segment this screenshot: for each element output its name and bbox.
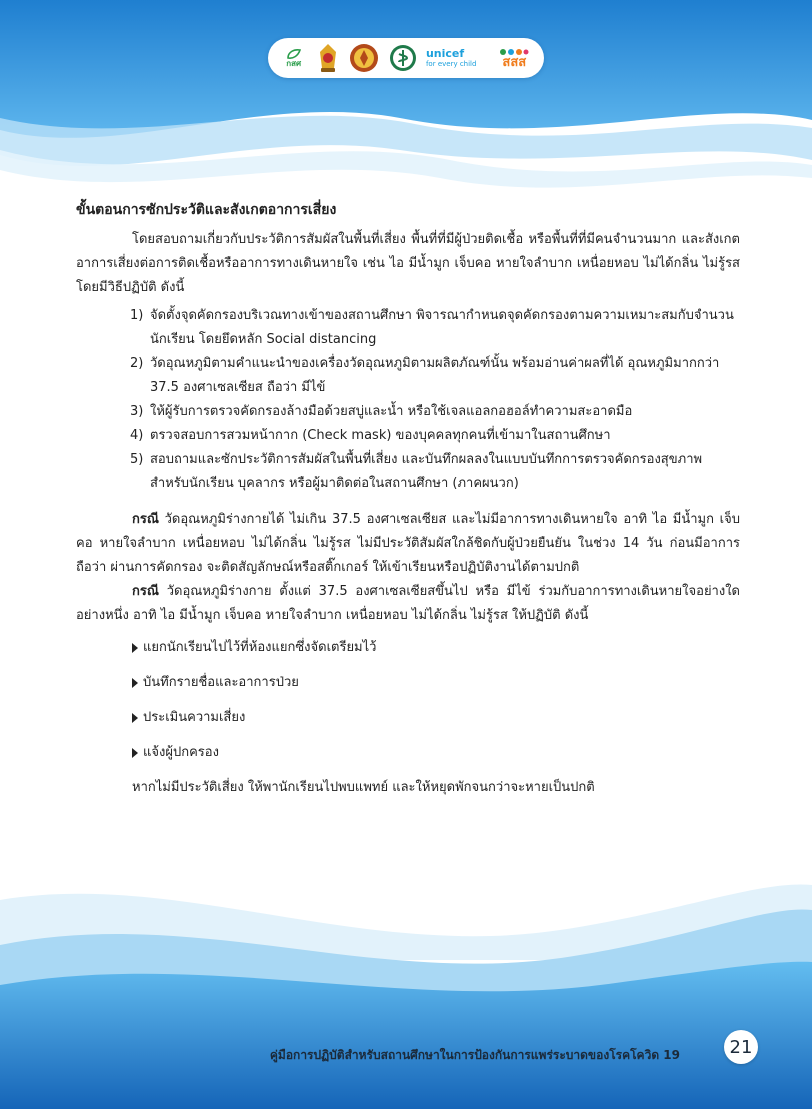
case-fever-paragraph [76, 580, 740, 628]
step-number: 2) [130, 356, 144, 371]
list-item [132, 671, 740, 695]
unicef-logo [426, 48, 488, 68]
list-item [130, 400, 740, 424]
closing-paragraph: หากไม่มีประวัติเสี่ยง ให้พานักเรียนไปพบแพทย์ และให้หยุดพักจนกว่าจะหายเป็นปกติ [132, 780, 595, 795]
step-text: วัดอุณหภูมิตามคำแนะนำของเครื่องวัดอุณหภูมิตามผลิตภัณฑ์นั้น พร้อมอ่านค่าผลที่ได้ อุณหภูมิมากกว่า 37.5 องศาเซลเซียส ถือว่า มีไข้ [150, 356, 720, 395]
step-text: ให้ผู้รับการตรวจคัดกรองล้างมือด้วยสบู่และน้ำ หรือใช้เจลแอลกอฮอล์ทำความสะอาดมือ [150, 404, 633, 419]
actions-list [76, 636, 740, 765]
list-item [130, 304, 740, 352]
step-text: จัดตั้งจุดคัดกรองบริเวณทางเข้าของสถานศึกษา พิจารณากำหนดจุดคัดกรองตามความเหมาะสมกับจำนวนนักเรียน โดยยึดหลัก Social distancing [150, 308, 734, 347]
gpf-logo-text: กสศ [286, 59, 302, 68]
case-label: กรณี [132, 584, 159, 599]
triangle-bullet-icon [132, 713, 138, 723]
thaihealth-logo [497, 48, 531, 69]
unicef-tagline: for every child [425, 60, 477, 68]
crest-icon [316, 42, 340, 74]
case-text: วัดอุณหภูมิร่างกาย ตั้งแต่ 37.5 องศาเซลเซียสขึ้นไป หรือ มีไข้ ร่วมกับอาการทางเดินหายใจอย่างใดอย่างหนึ่ง อาทิ ไอ มีน้ำมูก เจ็บคอ หายใจลำบาก เหนื่อยหอบ ไม่ได้กลิ่น ไม่รู้รส ให้ปฏิบัติ ดังนี้ [76, 584, 740, 623]
main-content [76, 198, 740, 800]
ministry-crest-logo [316, 42, 340, 74]
step-number: 1) [130, 308, 144, 323]
triangle-bullet-icon [132, 748, 138, 758]
action-text: แยกนักเรียนไปไว้ที่ห้องแยกซึ่งจัดเตรียมไว้ [143, 640, 377, 655]
step-text: สอบถามและซักประวัติการสัมผัสในพื้นที่เสี่ยง และบันทึกผลลงในแบบบันทึกการตรวจคัดกรองสุขภาพสำหรับนักเรียน บุคลากร หรือผู้มาติดต่อในสถานศึกษา (ภาคผนวก) [150, 452, 703, 491]
action-text: ประเมินความเสี่ยง [143, 710, 246, 725]
step-text: ตรวจสอบการสวมหน้ากาก (Check mask) ของบุคคลทุกคนที่เข้ามาในสถานศึกษา [150, 428, 611, 443]
step-number: 4) [130, 428, 144, 443]
action-text: แจ้งผู้ปกครอง [143, 745, 219, 760]
caduceus-icon [389, 44, 417, 72]
intro-paragraph: โดยสอบถามเกี่ยวกับประวัติการสัมผัสในพื้นที่เสี่ยง พื้นที่ที่มีผู้ป่วยติดเชื้อ หรือพื้นที่ที่มีคนจำนวนมาก และสังเกตอาการเสี่ยงต่อการติดเชื้อหรืออาการทางเดินหายใจ เช่น ไอ มีน้ำมูก เจ็บคอ หายใจลำบาก เหนื่อยหอบ ไม่ได้กลิ่น ไม่รู้รส โดยมีวิธีปฏิบัติ ดังนี้ [76, 232, 740, 295]
health-ministry-logo [389, 44, 417, 72]
action-text: บันทึกรายชื่อและอาการป่วย [143, 675, 299, 690]
seal-icon [349, 43, 379, 73]
case-pass-paragraph [76, 508, 740, 580]
step-number: 3) [130, 404, 144, 419]
case-text: วัดอุณหภูมิร่างกายได้ ไม่เกิน 37.5 องศาเซลเซียส และไม่มีอาการทางเดินหายใจ อาทิ ไอ มีน้ำมูก เจ็บคอ หายใจลำบาก เหนื่อยหอบ ไม่ได้กลิ่น ไม่รู้รส ไม่มีประวัติสัมผัสใกล้ชิดกับผู้ป่วยยืนยัน ในช่วง 14 วัน ก่อนมีอาการ ถือว่า ผ่านการคัดกรอง จะติดสัญลักษณ์หรือสติ๊กเกอร์ ให้เข้าเรียนหรือปฏิบัติงานได้ตามปกติ [76, 512, 740, 575]
screening-steps-list [76, 304, 740, 496]
list-item [130, 448, 740, 496]
triangle-bullet-icon [132, 678, 138, 688]
list-item [132, 706, 740, 730]
education-seal-logo [349, 43, 379, 73]
step-number: 5) [130, 452, 144, 467]
gpf-logo [281, 48, 307, 68]
list-item [132, 741, 740, 765]
case-label: กรณี [132, 512, 159, 527]
partner-logo-bar [268, 38, 544, 78]
triangle-bullet-icon [132, 643, 138, 653]
list-item [130, 424, 740, 448]
section-heading: ขั้นตอนการซักประวัติและสังเกตอาการเสี่ยง [76, 202, 337, 218]
unicef-name: unicef [425, 47, 465, 60]
footer-title: คู่มือการปฏิบัติสำหรับสถานศึกษาในการป้องกันการแพร่ระบาดของโรคโควิด 19 [269, 1048, 680, 1062]
list-item [130, 352, 740, 400]
page-number-badge: 21 [724, 1030, 758, 1064]
thaihealth-logo-text: สสส [502, 54, 527, 70]
list-item [132, 636, 740, 660]
